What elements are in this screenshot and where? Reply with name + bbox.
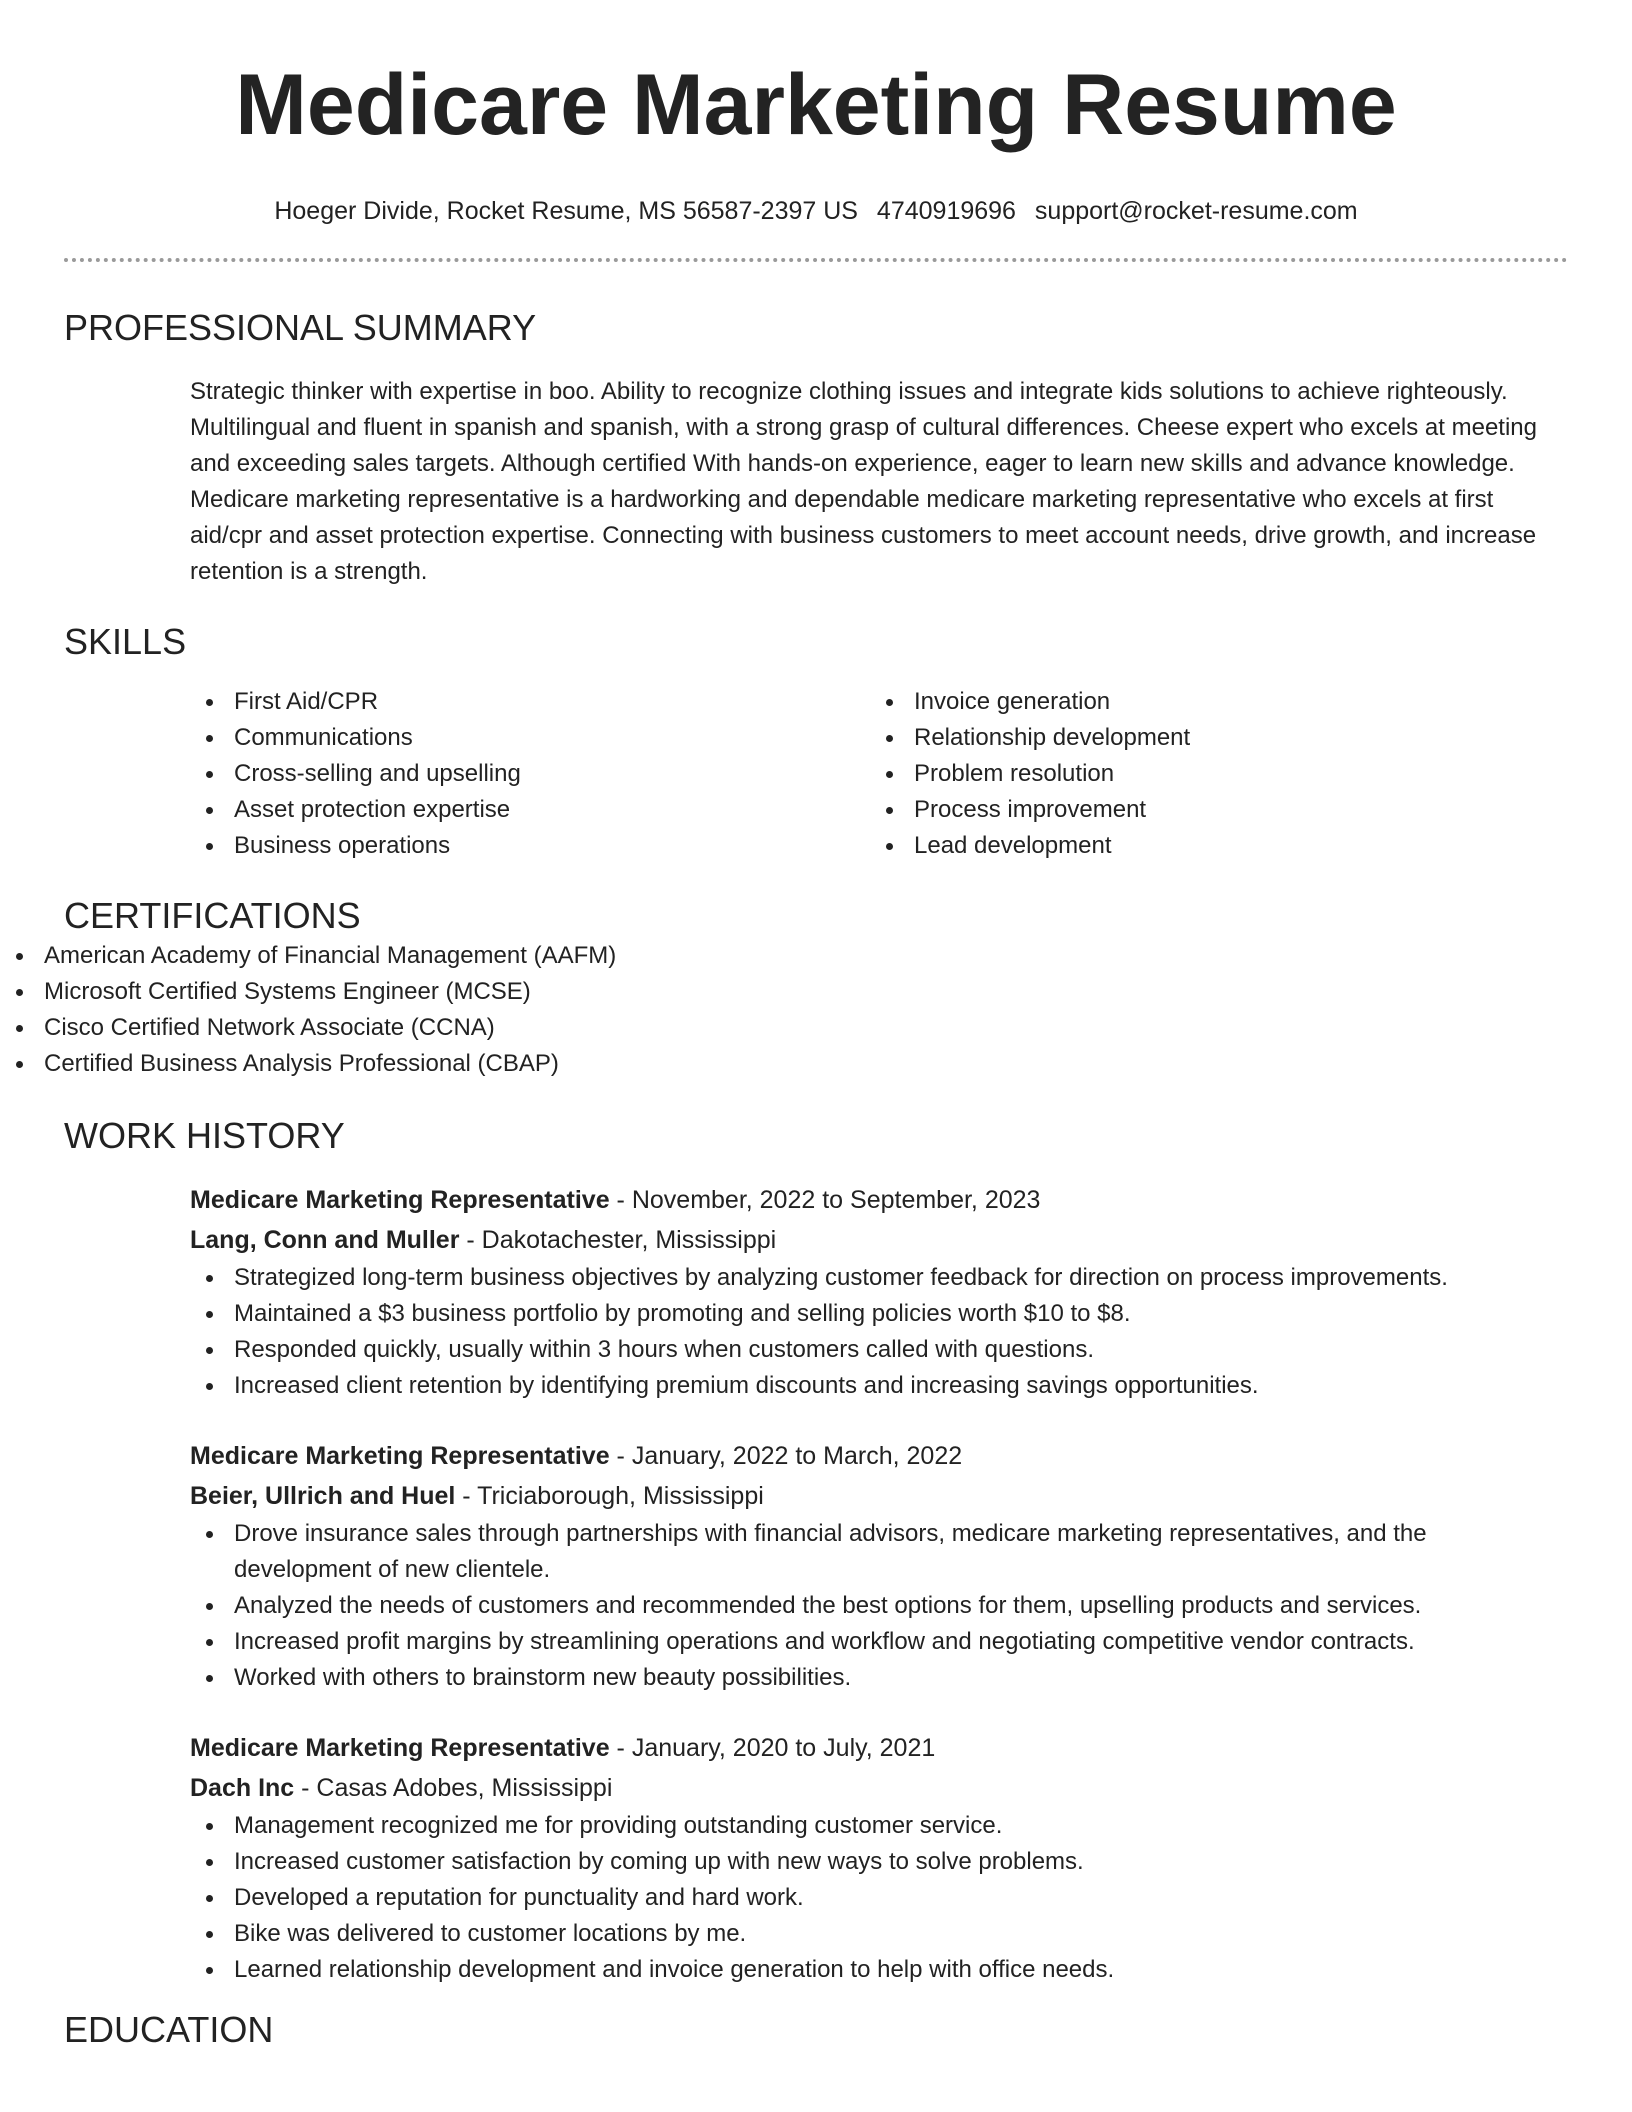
job-bullets xyxy=(190,1808,1568,1988)
certification-item: Microsoft Certified Systems Engineer (MCSE) xyxy=(0,974,1632,1010)
job-bullet: Increased client retention by identifying premium discounts and increasing savings opportunities. xyxy=(190,1368,1568,1404)
skills-column-right xyxy=(870,684,1550,864)
job-dates: - January, 2020 to July, 2021 xyxy=(609,1734,936,1762)
certifications-heading: CERTIFICATIONS xyxy=(64,895,361,936)
skill-item: Problem resolution xyxy=(870,756,1550,792)
skills-column-left xyxy=(190,684,870,864)
job-bullets xyxy=(190,1516,1568,1696)
certification-item: Cisco Certified Network Associate (CCNA) xyxy=(0,1010,1632,1046)
job-bullet: Bike was delivered to customer locations by me. xyxy=(190,1916,1568,1952)
job-bullet: Developed a reputation for punctuality and hard work. xyxy=(190,1880,1568,1916)
skill-item: Invoice generation xyxy=(870,684,1550,720)
skills-list-left xyxy=(190,684,870,864)
job-title-line xyxy=(190,1436,1568,1476)
job-bullet: Maintained a $3 business portfolio by promoting and selling policies worth $10 to $8. xyxy=(190,1296,1568,1332)
certifications-list xyxy=(0,938,1632,1082)
job-bullets xyxy=(190,1260,1568,1404)
job-location: - Dakotachester, Mississippi xyxy=(459,1226,777,1254)
skill-item: Communications xyxy=(190,720,870,756)
skill-item: Business operations xyxy=(190,828,870,864)
job-title: Medicare Marketing Representative xyxy=(190,1442,610,1470)
skill-item: Lead development xyxy=(870,828,1550,864)
work-history-heading: WORK HISTORY xyxy=(64,1115,345,1156)
contact-address: Hoeger Divide, Rocket Resume, MS 56587-2397 US xyxy=(274,197,858,225)
job-bullet: Worked with others to brainstorm new beauty possibilities. xyxy=(190,1660,1568,1696)
education-heading: EDUCATION xyxy=(64,2009,274,2050)
job-bullet: Increased customer satisfaction by coming up with new ways to solve problems. xyxy=(190,1844,1568,1880)
skills-grid xyxy=(190,684,1568,864)
certification-item: American Academy of Financial Management (AAFM) xyxy=(0,938,1632,974)
job-company-line xyxy=(190,1476,1568,1516)
certification-item: Certified Business Analysis Professional (CBAP) xyxy=(0,1046,1632,1082)
skills-list-right xyxy=(870,684,1550,864)
job-bullet: Analyzed the needs of customers and recommended the best options for them, upselling products and services. xyxy=(190,1588,1568,1624)
job-entry xyxy=(190,1180,1568,1404)
job-dates: - January, 2022 to March, 2022 xyxy=(609,1442,963,1470)
summary-heading: PROFESSIONAL SUMMARY xyxy=(64,307,537,348)
work-history-list xyxy=(0,1180,1632,1988)
contact-line xyxy=(0,194,1632,228)
job-dates: - November, 2022 to September, 2023 xyxy=(609,1186,1041,1214)
job-location: - Triciaborough, Mississippi xyxy=(455,1482,764,1510)
skills-heading: SKILLS xyxy=(64,621,187,662)
job-bullet: Responded quickly, usually within 3 hours when customers called with questions. xyxy=(190,1332,1568,1368)
job-title: Medicare Marketing Representative xyxy=(190,1186,610,1214)
contact-phone: 4740919696 xyxy=(876,197,1016,225)
job-bullet: Learned relationship development and invoice generation to help with office needs. xyxy=(190,1952,1568,1988)
job-bullet: Drove insurance sales through partnerships with financial advisors, medicare marketing representatives, and the development of new clientele. xyxy=(190,1516,1568,1588)
job-title-line xyxy=(190,1180,1568,1220)
job-company-line xyxy=(190,1220,1568,1260)
skill-item: Asset protection expertise xyxy=(190,792,870,828)
job-entry xyxy=(190,1728,1568,1988)
summary-text: Strategic thinker with expertise in boo. Ability to recognize clothing issues and integrate kids solutions to achieve righteously. Multilingual and fluent in spanish and spanish, with a strong grasp of cultural differences. Cheese expert who excels at meeting and exceeding sales targets. Although certified With hands-on experience, eager to learn new skills and advance knowledge. Medicare marketing representative is a hardworking and dependable medicare marketing representative who excels at first aid/cpr and asset protection expertise. Connecting with business customers to meet account needs, drive growth, and increase retention is a strength. xyxy=(190,378,1537,585)
job-bullet: Strategized long-term business objectives by analyzing customer feedback for direction on process improvements. xyxy=(190,1260,1568,1296)
contact-email: support@rocket-resume.com xyxy=(1034,197,1358,225)
job-entry xyxy=(190,1436,1568,1696)
skill-item: Cross-selling and upselling xyxy=(190,756,870,792)
job-bullet: Increased profit margins by streamlining operations and workflow and negotiating competitive vendor contracts. xyxy=(190,1624,1568,1660)
job-company: Beier, Ullrich and Huel xyxy=(190,1482,456,1510)
skill-item: First Aid/CPR xyxy=(190,684,870,720)
job-bullet: Management recognized me for providing outstanding customer service. xyxy=(190,1808,1568,1844)
job-company: Lang, Conn and Muller xyxy=(190,1226,460,1254)
skill-item: Process improvement xyxy=(870,792,1550,828)
resume-title: Medicare Marketing Resume xyxy=(235,57,1397,153)
job-title: Medicare Marketing Representative xyxy=(190,1734,610,1762)
job-company-line xyxy=(190,1768,1568,1808)
job-location: - Casas Adobes, Mississippi xyxy=(294,1774,613,1802)
job-company: Dach Inc xyxy=(190,1774,295,1802)
header-divider xyxy=(64,258,1568,262)
job-title-line xyxy=(190,1728,1568,1768)
skill-item: Relationship development xyxy=(870,720,1550,756)
